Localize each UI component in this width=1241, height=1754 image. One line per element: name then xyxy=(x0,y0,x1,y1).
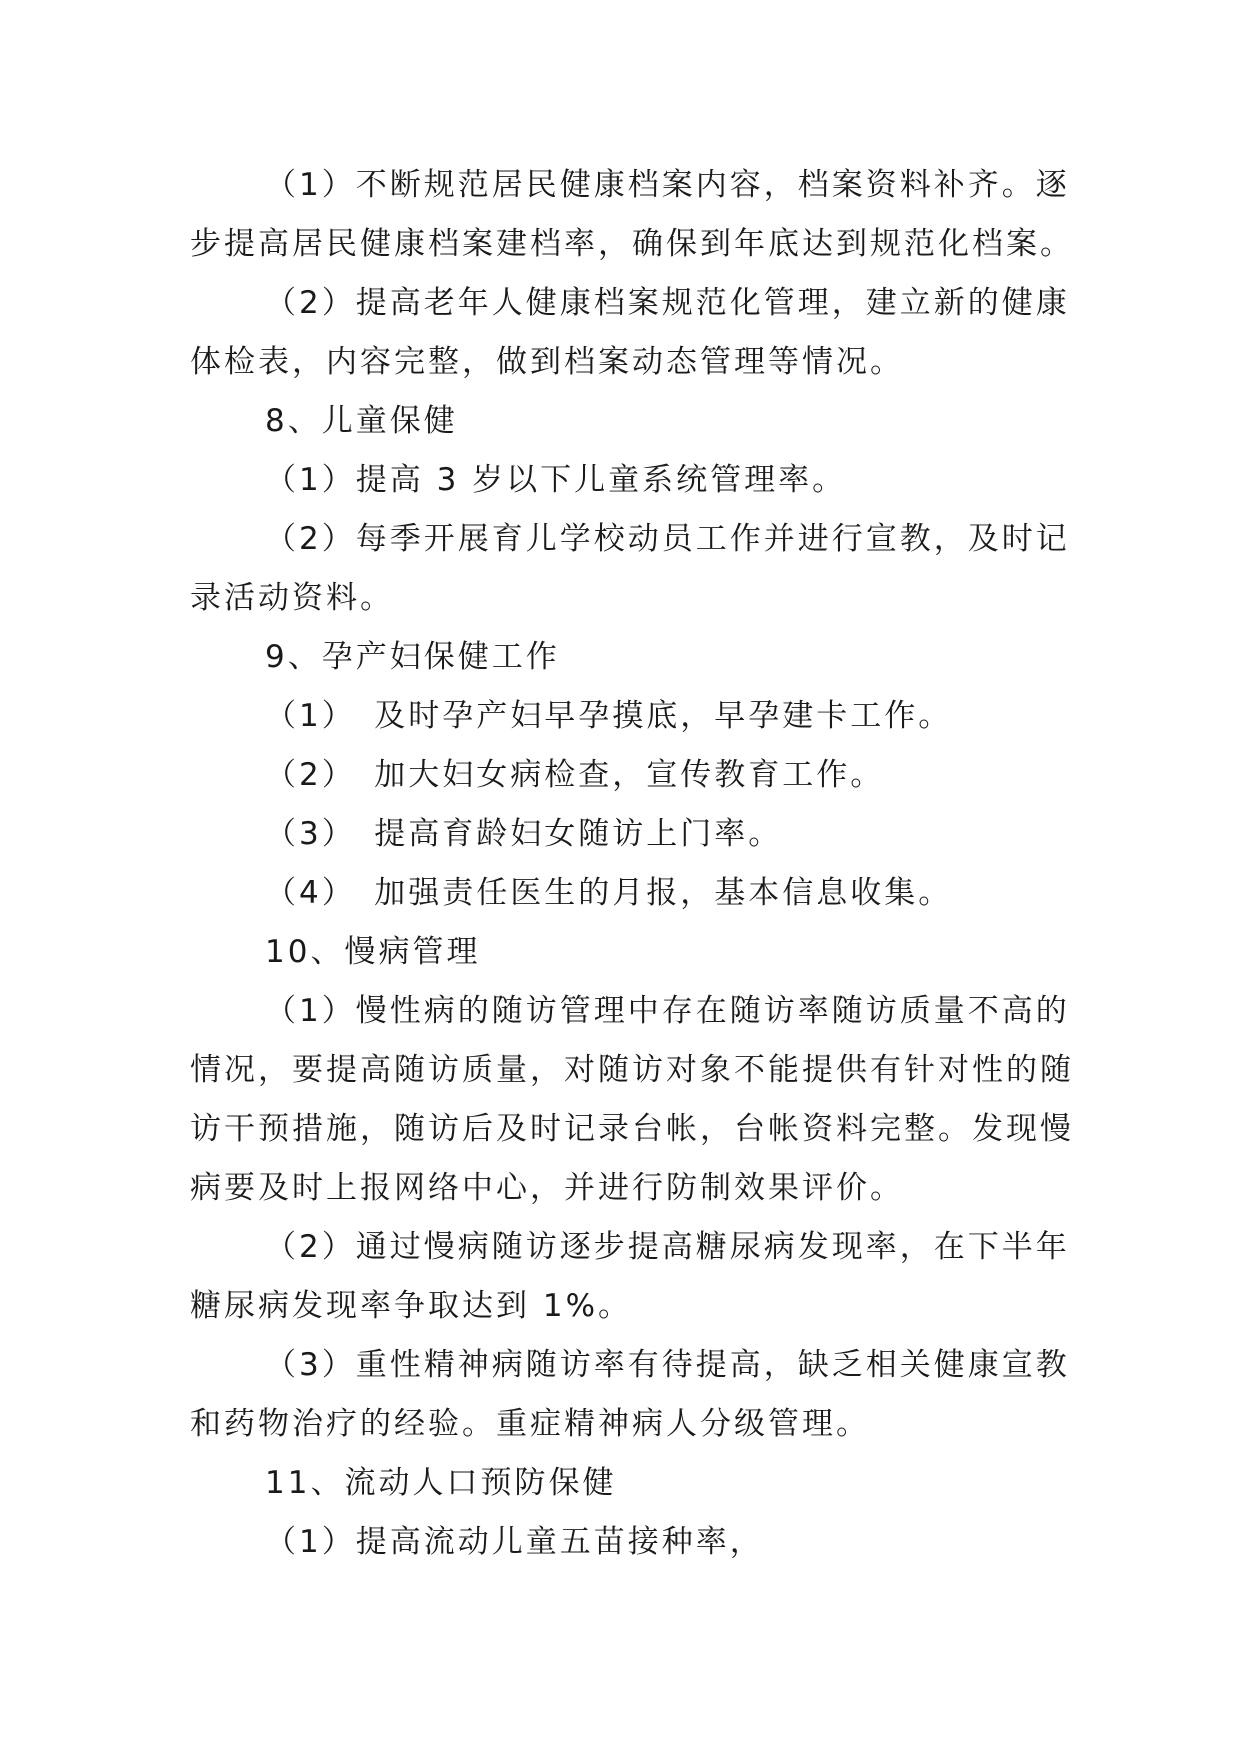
paragraph-line: 和药物治疗的经验。重症精神病人分级管理。 xyxy=(190,1406,870,1442)
section-heading: 9、孕产妇保健工作 xyxy=(265,639,560,675)
paragraph-line: （2）通过慢病随访逐步提高糖尿病发现率，在下半年 xyxy=(265,1229,1070,1265)
paragraph-line: （1）提高流动儿童五苗接种率， xyxy=(265,1524,764,1560)
paragraph-line: 糖尿病发现率争取达到 1%。 xyxy=(190,1288,633,1324)
paragraph-line: （1）不断规范居民健康档案内容，档案资料补齐。逐 xyxy=(265,167,1070,203)
paragraph-line: （1）慢性病的随访管理中存在随访率随访质量不高的 xyxy=(265,993,1070,1029)
paragraph-line: （2） 加大妇女病检查，宣传教育工作。 xyxy=(265,757,885,793)
paragraph-line: （3）重性精神病随访率有待提高，缺乏相关健康宣教 xyxy=(265,1347,1070,1383)
paragraph-line: 病要及时上报网络中心，并进行防制效果评价。 xyxy=(190,1170,904,1206)
section-heading: 10、慢病管理 xyxy=(265,934,481,970)
paragraph-line: （1） 及时孕产妇早孕摸底，早孕建卡工作。 xyxy=(265,698,953,734)
paragraph-line: 体检表，内容完整，做到档案动态管理等情况。 xyxy=(190,344,904,380)
section-heading: 8、儿童保健 xyxy=(265,403,458,439)
paragraph-line: （1）提高 3 岁以下儿童系统管理率。 xyxy=(265,462,847,498)
paragraph-line: （3） 提高育龄妇女随访上门率。 xyxy=(265,816,783,852)
paragraph-line: 步提高居民健康档案建档率，确保到年底达到规范化档案。 xyxy=(190,226,1074,262)
paragraph-line: 录活动资料。 xyxy=(190,580,394,616)
paragraph-line: 访干预措施，随访后及时记录台帐，台帐资料完整。发现慢 xyxy=(190,1111,1074,1147)
paragraph-line: （2）提高老年人健康档案规范化管理，建立新的健康 xyxy=(265,285,1070,321)
paragraph-line: （2）每季开展育儿学校动员工作并进行宣教，及时记 xyxy=(265,521,1070,557)
section-heading: 11、流动人口预防保健 xyxy=(265,1465,617,1501)
paragraph-line: 情况，要提高随访质量，对随访对象不能提供有针对性的随 xyxy=(190,1052,1074,1088)
paragraph-line: （4） 加强责任医生的月报，基本信息收集。 xyxy=(265,875,953,911)
